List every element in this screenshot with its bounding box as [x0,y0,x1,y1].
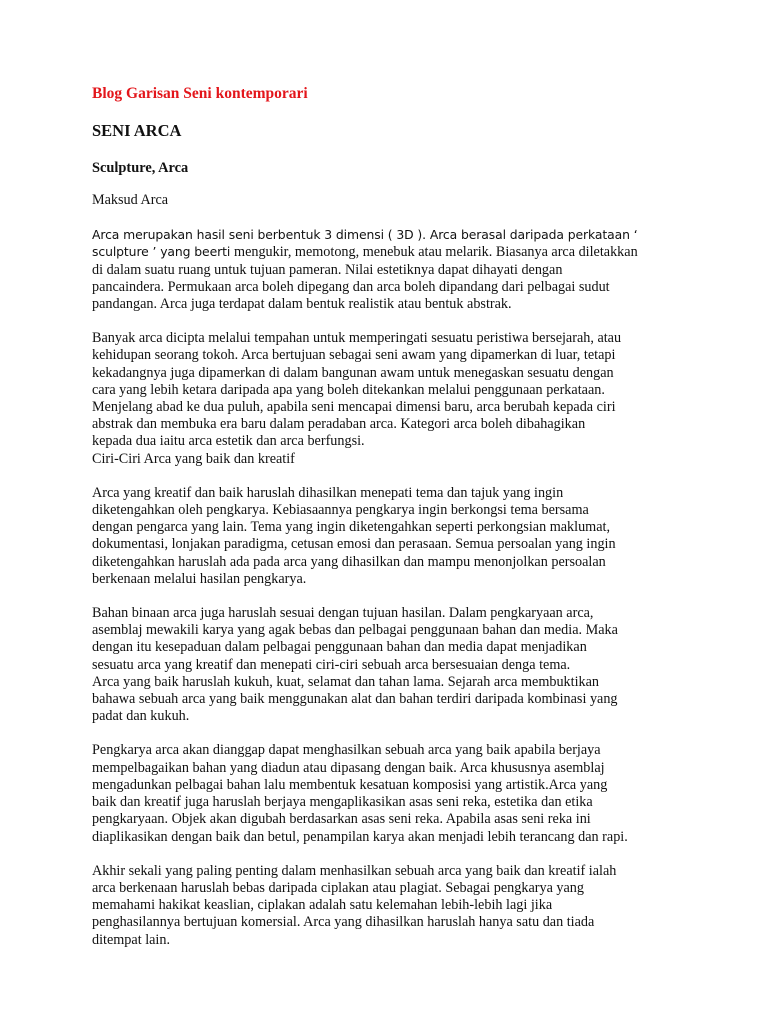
paragraph-line: kehidupan seorang tokoh. Arca bertujuan sebagai seni awam yang dipamerkan di luar, tetapi [92,347,616,364]
paragraph-line: Menjelang abad ke dua puluh, apabila seni mencapai dimensi baru, arca berubah kepada ciri [92,399,616,416]
paragraph-design [92,742,712,845]
paragraph-fragment: sculpture ’ yang beerti [92,244,235,260]
paragraph-line: Bahan binaan arca juga haruslah sesuai dengan tujuan hasilan. Dalam pengkaryaan arca, [92,605,594,622]
paragraph-line: Arca yang baik haruslah kukuh, kuat, selamat dan tahan lama. Sejarah arca membuktikan [92,673,600,690]
page-title: SENI ARCA [92,121,182,140]
paragraph-line: bahawa sebuah arca yang baik menggunakan alat dan bahan terdiri daripada kombinasi yang [92,691,618,708]
paragraph-line: penghasilannya bertujuan komersial. Arca yang dihasilkan haruslah hanya satu dan tiada [92,914,595,931]
blog-title: Blog Garisan Seni kontemporari [92,85,308,102]
paragraph-line: di dalam suatu ruang untuk tujuan pameran. Nilai estetiknya dapat dihayati dengan [92,261,563,278]
paragraph-line: pancaindera. Permukaan arca boleh dipegang dan arca boleh dipandang dari pelbagai sudut [92,278,610,295]
paragraph-line: Banyak arca dicipta melalui tempahan untuk memperingati sesuatu peristiwa bersejarah, atau [92,330,622,347]
paragraph-line: baik dan kreatif juga haruslah berjaya mengaplikasikan asas seni reka, estetika dan etika [92,794,593,811]
paragraph-line: dokumentasi, lonjakan paradigma, cetusan emosi dan perasaan. Semua persoalan yang ingin [92,536,616,553]
paragraph-line: dengan pengarca yang lain. Tema yang ingin diketengahkan seperti perkongsian maklumat, [92,519,610,536]
paragraph-line: mengadunkan pelbagai bahan lalu membentuk kesatuan komposisi yang artistik.Arca yang [92,776,608,793]
paragraph-line: cara yang lebih ketara daripada apa yang boleh ditekankan melalui penggunaan perkataan. [92,381,605,398]
paragraph-line: berkenaan melalui hasilan pengkarya. [92,570,307,587]
paragraph-line: arca berkenaan haruslah bebas daripada ciplakan atau plagiat. Sebagai pengkarya yang [92,879,584,896]
paragraph-theme [92,485,712,588]
paragraph-line: Arca merupakan hasil seni berbentuk 3 dimensi ( 3D ). Arca berasal daripada perkataan ‘ [92,227,638,243]
paragraph-line: memahami hakikat keaslian, ciplakan adalah satu kelemahan lebih-lebih lagi jika [92,897,553,914]
paragraph-history [92,330,712,468]
paragraph-line: ditempat lain. [92,931,171,948]
paragraph-definition [92,226,712,313]
paragraph-line: diketengahkan oleh pengkarya. Kebiasaannya pengkarya ingin berkongsi tema bersama [92,502,589,519]
paragraph-fragment: mengukir, memotong, menebuk atau melarik. Biasanya arca diletakkan [234,244,638,261]
section-label: Ciri-Ciri Arca yang baik dan kreatif [92,450,295,467]
paragraph-line: Akhir sekali yang paling penting dalam menhasilkan sebuah arca yang baik dan kreatif ialah [92,862,617,879]
paragraph-line: pengkaryaan. Objek akan digubah berdasarkan asas seni reka. Apabila asas seni reka ini [92,811,591,828]
paragraph-line: Arca yang kreatif dan baik haruslah dihasilkan menepati tema dan tajuk yang ingin [92,484,564,501]
paragraph-line: diketengahkan haruslah ada pada arca yang dihasilkan dan mampu menonjolkan persoalan [92,553,606,570]
document-page [92,84,712,966]
paragraph-line [92,243,712,261]
paragraph-originality [92,863,712,949]
paragraph-materials [92,605,712,725]
section-label: Maksud Arca [92,192,169,208]
paragraph-line: dengan itu kesepaduan dalam pelbagai penggunaan bahan dan media dapat menjadikan [92,639,587,656]
paragraph-line: asemblaj mewakili karya yang agak bebas dan pelbagai penggunaan bahan dan media. Maka [92,622,618,639]
paragraph-line: kekadangnya juga dipamerkan di dalam bangunan awam untuk menegaskan sesuatu dengan [92,364,614,381]
paragraph-line: pandangan. Arca juga terdapat dalam bentuk realistik atau bentuk abstrak. [92,296,512,313]
subheading: Sculpture, Arca [92,160,189,176]
paragraph-line: mempelbagaikan bahan yang diadun atau dipasang dengan baik. Arca khususnya asemblaj [92,759,605,776]
paragraph-line: sesuatu arca yang kreatif dan menepati ciri-ciri sebuah arca bersesuaian denga tema. [92,656,571,673]
paragraph-line: diaplikasikan dengan baik dan betul, penampilan karya akan menjadi lebih terancang dan rapi. [92,828,628,845]
paragraph-line: padat dan kukuh. [92,708,190,725]
paragraph-line: abstrak dan membuka era baru dalam peradaban arca. Kategori arca boleh dibahagikan [92,416,586,433]
paragraph-line: Pengkarya arca akan dianggap dapat menghasilkan sebuah arca yang baik apabila berjaya [92,742,601,759]
paragraph-line: kepada dua iaitu arca estetik dan arca berfungsi. [92,433,365,450]
